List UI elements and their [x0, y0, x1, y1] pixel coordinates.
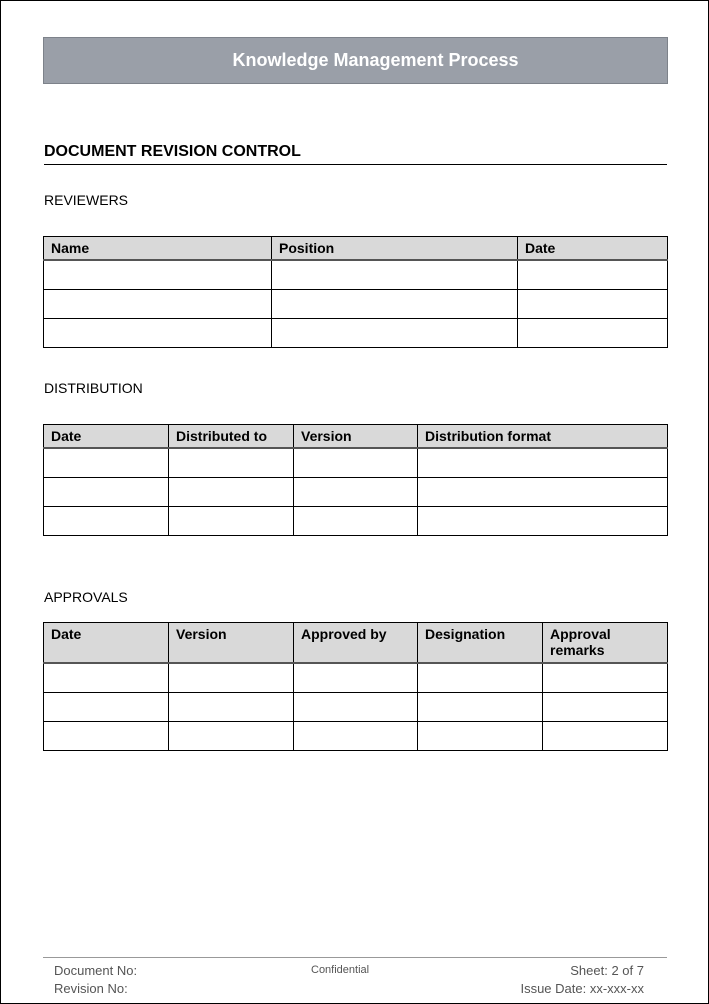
table-cell[interactable] [518, 290, 668, 319]
table-cell[interactable] [543, 663, 668, 693]
table-cell[interactable] [44, 692, 169, 721]
table-cell[interactable] [44, 319, 272, 348]
column-header: Approval remarks [543, 623, 668, 663]
classification: Confidential [311, 964, 370, 976]
column-header: Date [44, 623, 169, 663]
column-header: Designation [418, 623, 543, 663]
table-row [44, 478, 668, 507]
footer-divider [43, 957, 667, 958]
table-cell[interactable] [44, 290, 272, 319]
table-cell[interactable] [44, 721, 169, 750]
column-header: Position [272, 237, 518, 261]
approvals-table [43, 622, 668, 751]
distribution-label: DISTRIBUTION [44, 380, 143, 396]
table-cell[interactable] [294, 448, 418, 478]
table-cell[interactable] [169, 478, 294, 507]
table-cell[interactable] [418, 721, 543, 750]
table-row [44, 448, 668, 478]
table-row [44, 260, 668, 290]
distribution-table [43, 424, 668, 536]
table-cell[interactable] [272, 290, 518, 319]
column-header: Date [518, 237, 668, 261]
table-cell[interactable] [44, 663, 169, 693]
table-cell[interactable] [418, 448, 668, 478]
column-header: Name [44, 237, 272, 261]
approvals-label: APPROVALS [44, 589, 128, 605]
table-cell[interactable] [169, 663, 294, 693]
table-cell[interactable] [272, 260, 518, 290]
column-header: Approved by [294, 623, 418, 663]
table-row [44, 507, 668, 536]
table-cell[interactable] [169, 721, 294, 750]
reviewers-label: REVIEWERS [44, 192, 129, 208]
column-header: Version [169, 623, 294, 663]
column-header: Distribution format [418, 425, 668, 449]
table-cell[interactable] [169, 448, 294, 478]
column-header: Distributed to [169, 425, 294, 449]
table-cell[interactable] [44, 260, 272, 290]
document-number: Document No: [54, 963, 138, 978]
table-cell[interactable] [418, 478, 668, 507]
revision-number: Revision No: [54, 981, 128, 996]
table-cell[interactable] [169, 692, 294, 721]
reviewers-table [43, 236, 668, 348]
table-cell[interactable] [543, 692, 668, 721]
table-cell[interactable] [294, 663, 418, 693]
table-cell[interactable] [294, 507, 418, 536]
table-row [44, 721, 668, 750]
issue-date: Issue Date: xx-xxx-xx [520, 981, 644, 996]
table-cell[interactable] [294, 692, 418, 721]
header-title: Knowledge Management Process [232, 50, 519, 70]
table-cell[interactable] [418, 663, 543, 693]
table-cell[interactable] [272, 319, 518, 348]
table-cell[interactable] [44, 507, 169, 536]
table-cell[interactable] [44, 478, 169, 507]
table-cell[interactable] [294, 721, 418, 750]
table-row [44, 663, 668, 693]
table-cell[interactable] [518, 319, 668, 348]
sheet-number: Sheet: 2 of 7 [570, 963, 644, 978]
table-row [44, 692, 668, 721]
table-cell[interactable] [418, 692, 543, 721]
header-banner [43, 37, 668, 84]
table-cell[interactable] [543, 721, 668, 750]
table-cell[interactable] [169, 507, 294, 536]
table-row [44, 290, 668, 319]
column-header: Date [44, 425, 169, 449]
table-cell[interactable] [518, 260, 668, 290]
table-row [44, 319, 668, 348]
column-header: Version [294, 425, 418, 449]
section-title: DOCUMENT REVISION CONTROL [44, 143, 667, 165]
table-cell[interactable] [294, 478, 418, 507]
table-cell[interactable] [44, 448, 169, 478]
table-cell[interactable] [418, 507, 668, 536]
